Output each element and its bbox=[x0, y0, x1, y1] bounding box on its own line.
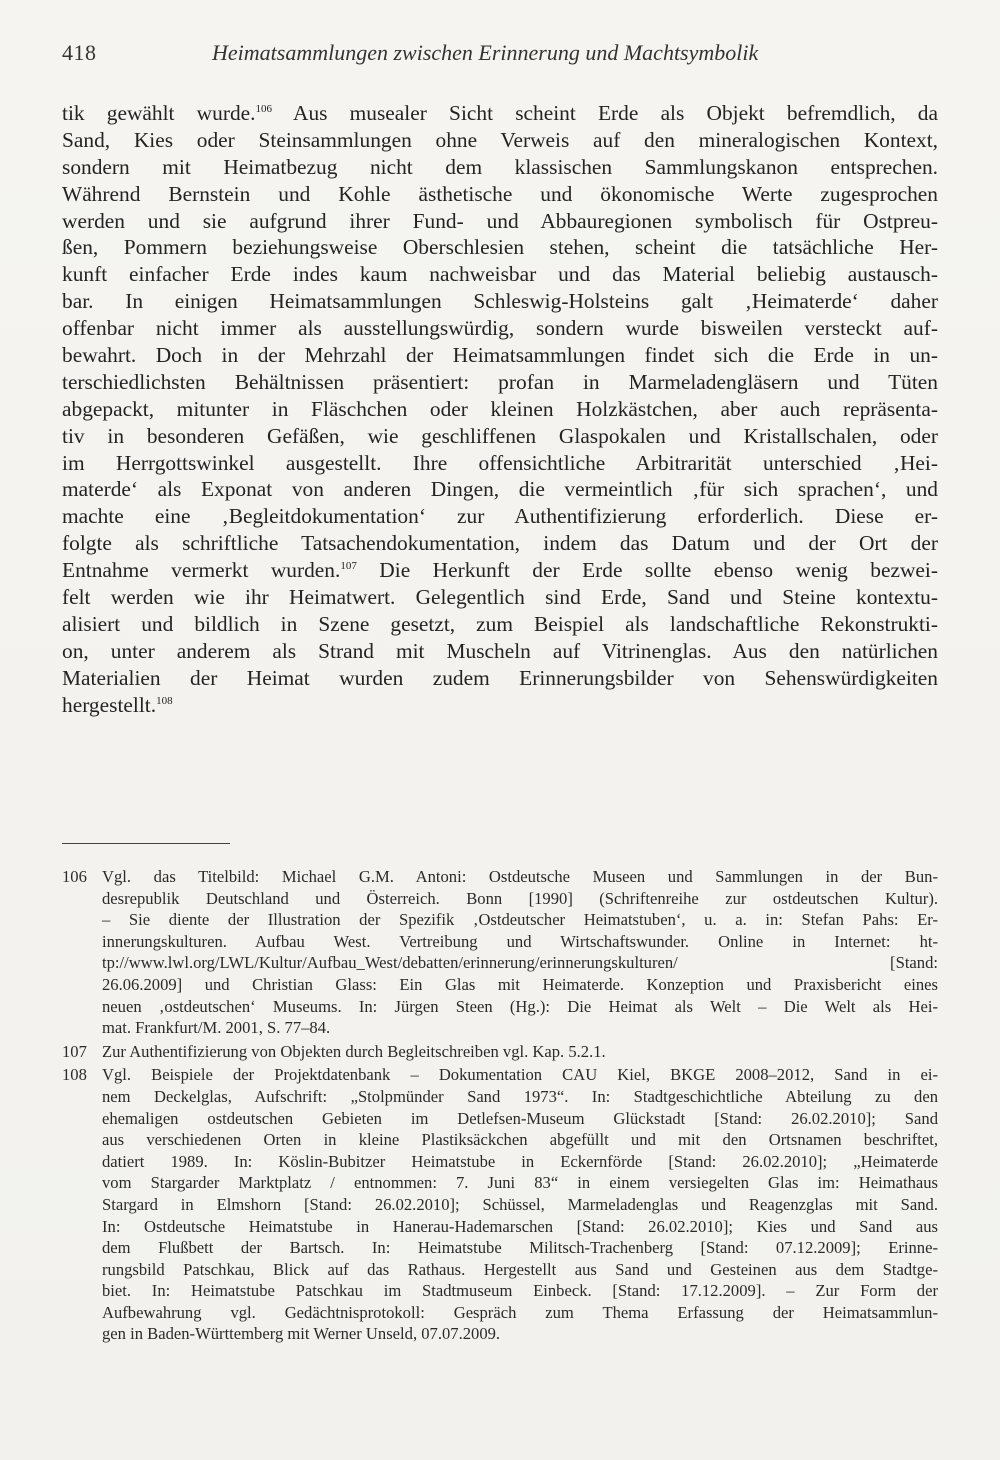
body-line bbox=[62, 100, 938, 127]
footnote-line: neuen ‚ostdeutschen‘ Museums. In: Jürgen Steen (Hg.): Die Heimat als Welt – Die Welt als Hei- bbox=[102, 996, 938, 1016]
footnote-line: Aufbewahrung vgl. Gedächtnisprotokoll: Gespräch zum Thema Erfassung der Heimatsammlun- bbox=[102, 1302, 938, 1322]
body-line-text: Aus musealer Sicht scheint Erde als Objekt befremdlich, da bbox=[271, 101, 938, 125]
footnote-number: 106 bbox=[62, 867, 87, 886]
footnote-line: 26.06.2009] und Christian Glass: Ein Glas mit Heimaterde. Konzeption und Praxisbericht eines bbox=[102, 974, 938, 994]
body-line: bar. In einigen Heimatsammlungen Schleswig-Holsteins galt ‚Heimaterde‘ daher bbox=[62, 289, 938, 314]
footnote-line: rungsbild Patschkau, Blick auf das Rathaus. Hergestellt aus Sand und Gesteinen aus dem Stadtge- bbox=[102, 1259, 938, 1279]
body-line: machte eine ‚Begleitdokumentation‘ zur Authentifizierung erforderlich. Diese er- bbox=[62, 504, 938, 529]
footnote-line: Zur Authentifizierung von Objekten durch Begleitschreiben vgl. Kap. 5.2.1. bbox=[102, 1041, 606, 1061]
body-line: offenbar nicht immer als ausstellungswürdig, sondern wurde bisweilen versteckt auf- bbox=[62, 316, 938, 341]
body-line: Während Bernstein und Kohle ästhetische und ökonomische Werte zugesprochen bbox=[62, 181, 938, 206]
footnote-line: innerungskulturen. Aufbau West. Vertreibung und Wirtschaftswunder. Online in Internet: ht- bbox=[102, 931, 938, 951]
body-line: kunft einfacher Erde indes kaum nachweisbar und das Material beliebig austausch- bbox=[62, 262, 938, 287]
footnote-line: dem Flußbett der Bartsch. In: Heimatstube Militsch-Trachenberg [Stand: 07.12.2009]; Erinne- bbox=[102, 1238, 938, 1258]
body-line: Materialien der Heimat wurden zudem Erinnerungsbilder von Sehenswürdigkeiten bbox=[62, 665, 938, 690]
footnote-line: Stargard in Elmshorn [Stand: 26.02.2010]; Schüssel, Marmeladenglas und Reagenzglas mit Sand. bbox=[102, 1194, 938, 1214]
body-line bbox=[62, 692, 938, 719]
body-line-text: Entnahme vermerkt wurden. bbox=[62, 558, 341, 583]
body-line: Sand, Kies oder Steinsammlungen ohne Verweis auf den mineralogischen Kontext, bbox=[62, 127, 938, 152]
footnote-line: – Sie diente der Illustration der Spezifik ‚Ostdeutscher Heimatstuben‘, u. a. in: Stefan Pahs: Er- bbox=[102, 910, 938, 930]
body-line: werden und sie aufgrund ihrer Fund- und Abbauregionen symbolisch für Ostpreu- bbox=[62, 208, 938, 233]
footnote-108 bbox=[62, 1064, 938, 1345]
body-line: materde‘ als Exponat von anderen Dingen, die vermeintlich ‚für sich sprachen‘, und bbox=[62, 477, 938, 502]
footnote-number: 108 bbox=[62, 1065, 87, 1085]
body-line: tiv in besonderen Gefäßen, wie geschliffenen Glaspokalen und Kristallschalen, oder bbox=[62, 423, 938, 448]
body-line: felt werden wie ihr Heimatwert. Gelegentlich sind Erde, Sand und Steine kontextu- bbox=[62, 585, 938, 610]
body-line: terschiedlichsten Behältnissen präsentiert: profan in Marmeladengläsern und Tüten bbox=[62, 369, 938, 394]
body-line: folgte als schriftliche Tatsachendokumentation, indem das Datum und der Ort der bbox=[62, 531, 938, 556]
footnote-line: biet. In: Heimatstube Patschkau im Stadtmuseum Einbeck. [Stand: 17.12.2009]. – Zur Form der bbox=[102, 1281, 938, 1301]
footnote-line: tp://www.lwl.org/LWL/Kultur/Aufbau_West/debatten/erinnerung/erinnerungskulturen/ [Stand: bbox=[102, 953, 938, 973]
footnote-line: aus verschiedenen Orten in kleine Plastiksäckchen abgefüllt und mit den Ortsnamen beschriftet, bbox=[102, 1130, 938, 1150]
footnote-separator bbox=[62, 843, 230, 844]
running-title: Heimatsammlungen zwischen Erinnerung und Machtsymbolik bbox=[212, 40, 759, 65]
footnote-ref[interactable]: 108 bbox=[156, 694, 173, 707]
footnote-line: ehemaligen ostdeutschen Gebieten im Detlefsen-Museum Glückstadt [Stand: 26.02.2010]; Sand bbox=[102, 1108, 938, 1128]
footnote-line: mat. Frankfurt/M. 2001, S. 77–84. bbox=[102, 1018, 331, 1038]
body-line: im Herrgottswinkel ausgestellt. Ihre offensichtliche Arbitrarität unterschied ‚Hei- bbox=[62, 450, 938, 475]
body-line: bewahrt. Doch in der Mehrzahl der Heimatsammlungen findet sich die Erde in un- bbox=[62, 343, 938, 368]
footnote-line: desrepublik Deutschland und Österreich. Bonn [1990] (Schriftenreihe zur ostdeutschen Kultur). bbox=[102, 888, 938, 908]
footnote-line: vom Stargarder Marktplatz / entnommen: 7. Juni 83“ in einem versiegelten Glas im: Heimathaus bbox=[102, 1173, 938, 1193]
footnote-line: nem Deckelglas, Aufschrift: „Stolpmünder Sand 1973“. In: Stadtgeschichtliche Abteilung zu den bbox=[102, 1086, 938, 1106]
footnote-line: In: Ostdeutsche Heimatstube in Hanerau-Hademarschen [Stand: 26.02.2010]; Kies und Sand aus bbox=[102, 1216, 938, 1236]
body-line: abgepackt, mitunter in Fläschchen oder kleinen Holzkästchen, aber auch repräsenta- bbox=[62, 396, 938, 421]
body-line-text: tik gewählt wurde. bbox=[62, 101, 256, 125]
footnote-107 bbox=[62, 1041, 938, 1063]
body-line-text: hergestellt. bbox=[62, 692, 157, 717]
footnote-number: 107 bbox=[62, 1041, 87, 1061]
footnote-ref[interactable]: 107 bbox=[340, 560, 357, 573]
footnote-ref[interactable]: 106 bbox=[255, 103, 272, 115]
footnotes bbox=[62, 866, 938, 1347]
body-line: sondern mit Heimatbezug nicht dem klassischen Sammlungskanon entsprechen. bbox=[62, 154, 938, 179]
body-line: on, unter anderem als Strand mit Muscheln auf Vitrinenglas. Aus den natürlichen bbox=[62, 638, 938, 663]
footnote-line: gen in Baden-Württemberg mit Werner Unseld, 07.07.2009. bbox=[102, 1324, 501, 1344]
page-header bbox=[62, 40, 942, 80]
body-line bbox=[62, 557, 938, 584]
footnote-line: Vgl. Beispiele der Projektdatenbank – Dokumentation CAU Kiel, BKGE 2008–2012, Sand in ei- bbox=[102, 1065, 938, 1085]
footnote-line: Vgl. das Titelbild: Michael G.M. Antoni: Ostdeutsche Museen und Sammlungen in der Bun- bbox=[102, 867, 938, 886]
footnote-line: datiert 1989. In: Köslin-Bubitzer Heimatstube in Eckernförde [Stand: 26.02.2010]; „Heimaterde bbox=[102, 1151, 938, 1171]
body-line: ßen, Pommern beziehungsweise Oberschlesien stehen, scheint die tatsächliche Her- bbox=[62, 235, 938, 260]
footnote-106 bbox=[62, 866, 938, 1039]
body-text bbox=[62, 100, 938, 718]
body-line-text: Die Herkunft der Erde sollte ebenso wenig bezwei- bbox=[356, 558, 938, 583]
body-line: alisiert und bildlich in Szene gesetzt, zum Beispiel als landschaftliche Rekonstrukti- bbox=[62, 611, 938, 636]
page-number: 418 bbox=[62, 40, 97, 65]
